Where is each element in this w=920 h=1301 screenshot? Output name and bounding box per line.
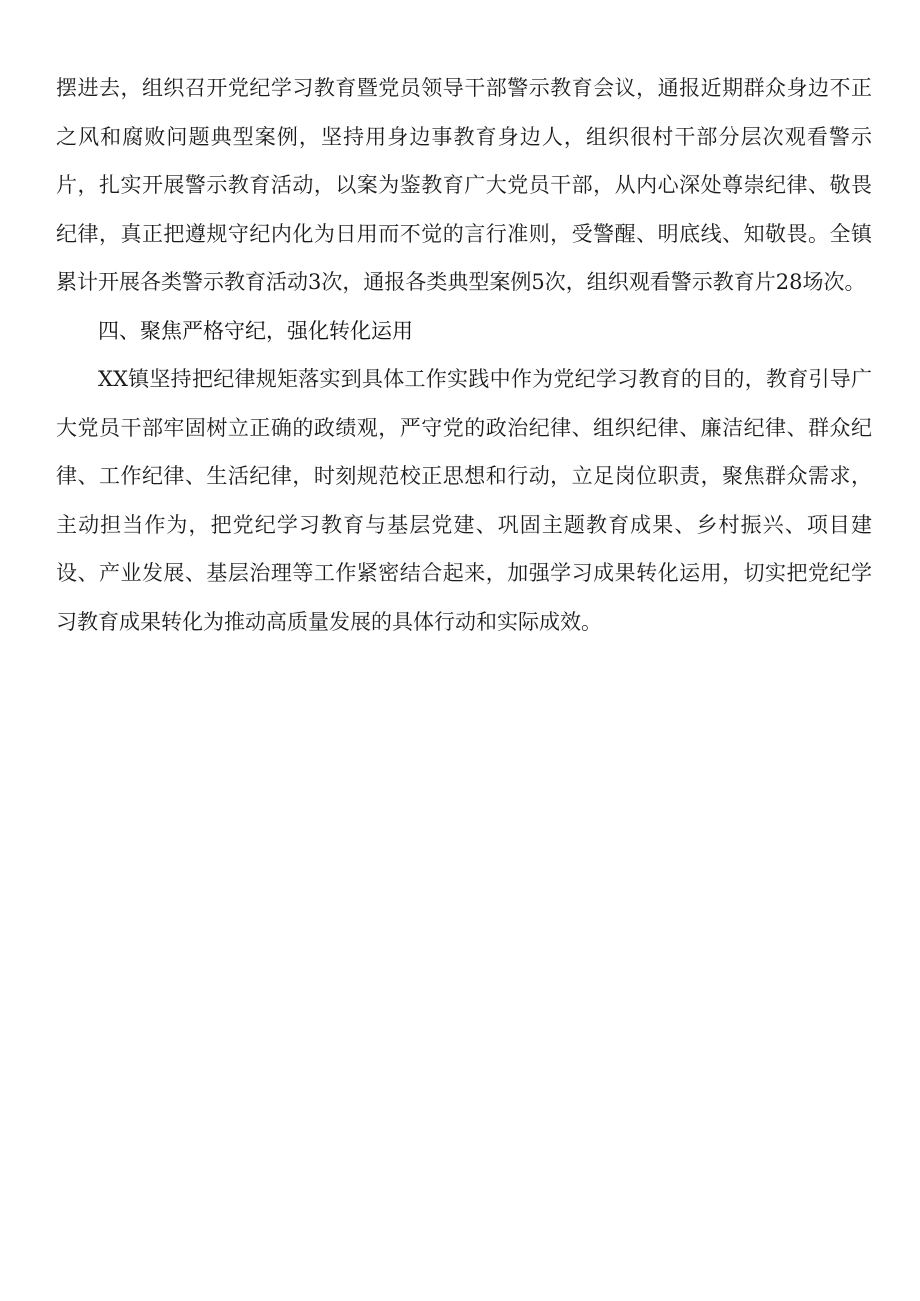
document-body	[56, 64, 872, 646]
section-paragraph: XX镇坚持把纪律规矩落实到具体工作实践中作为党纪学习教育的目的，教育引导广大党员干部牢固树立正确的政绩观，严守党的政治纪律、组织纪律、廉洁纪律、群众纪律、工作纪律、生活纪律，时刻规范校正思想和行动，立足岗位职责，聚焦群众需求，主动担当作为，把党纪学习教育与基层党建、巩固主题教育成果、乡村振兴、项目建设、产业发展、基层治理等工作紧密结合起来，加强学习成果转化运用，切实把党纪学习教育成果转化为推动高质量发展的具体行动和实际成效。	[56, 367, 872, 634]
section-heading: 四、聚焦严格守纪，强化转化运用	[98, 318, 413, 343]
continuation-paragraph: 摆进去，组织召开党纪学习教育暨党员领导干部警示教育会议，通报近期群众身边不正之风和腐败问题典型案例，坚持用身边事教育身边人，组织很村干部分层次观看警示片，扎实开展警示教育活动，以案为鉴教育广大党员干部，从内心深处尊崇纪律、敬畏纪律，真正把遵规守纪内化为日用而不觉的言行准则，受警醒、明底线、知敬畏。全镇累计开展各类警示教育活动3次，通报各类典型案例5次，组织观看警示教育片28场次。	[56, 76, 872, 294]
